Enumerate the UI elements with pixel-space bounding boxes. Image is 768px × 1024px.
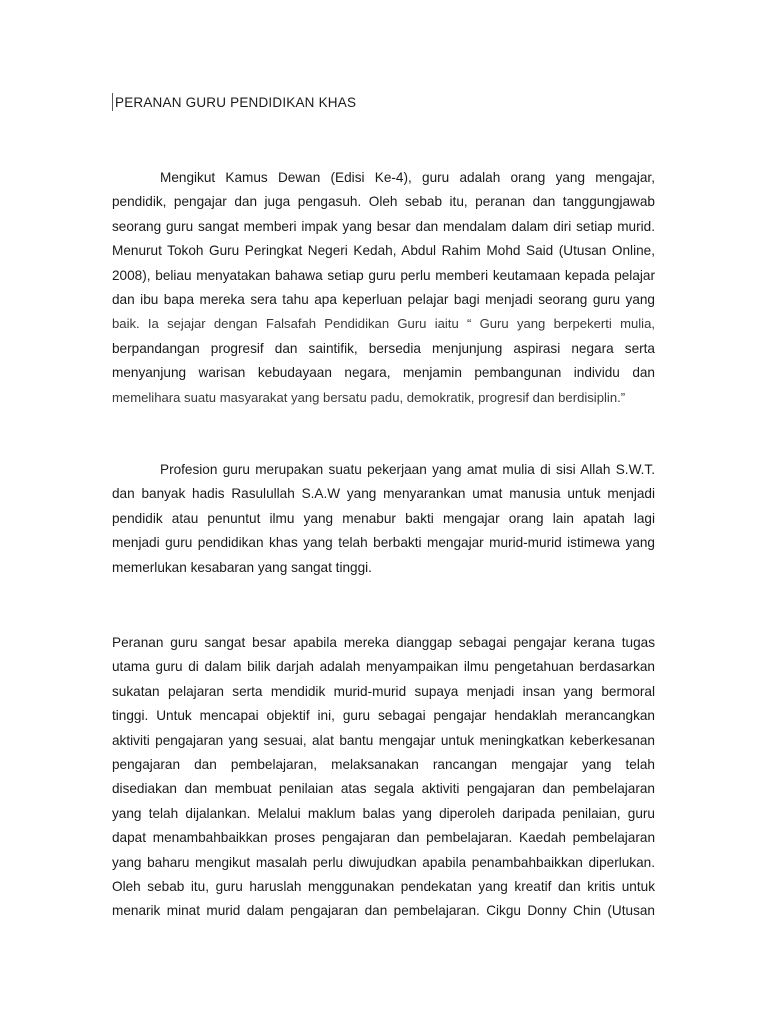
paragraph-line: 2008), beliau menyatakan bahawa setiap guru perlu memberi keutamaan kepada pelajar [112, 267, 655, 283]
paragraph-line: Profesion guru merupakan suatu pekerjaan yang amat mulia di sisi Allah S.W.T. [160, 462, 655, 477]
paragraph-line: yang baharu mengikut masalah perlu diwujudkan apabila penambahbaikkan diperlukan. [112, 854, 655, 870]
paragraph-line: tinggi. Untuk mencapai objektif ini, guru sebagai pengajar hendaklah merancangkan [112, 708, 655, 724]
paragraph-line: aktiviti pengajaran yang sesuai, alat bantu mengajar untuk meningkatkan keberkesanan [112, 732, 655, 748]
paragraph-line: dan banyak hadis Rasulullah S.A.W yang menyarankan umat manusia untuk menjadi [112, 486, 655, 502]
paragraph-teacher-role [112, 631, 655, 924]
paragraph-line: pengajaran dan pembelajaran, melaksanakan rancangan mengajar yang telah [112, 756, 655, 772]
paragraph-line: dapat menambahbaikkan proses pengajaran dan pembelajaran. Kaedah pembelajaran [112, 830, 655, 846]
paragraph-line: Mengikut Kamus Dewan (Edisi Ke-4), guru adalah orang yang mengajar, [160, 170, 655, 185]
paragraph-line: memerlukan kesabaran yang sangat tinggi. [112, 559, 372, 575]
paragraph-line: pendidik, pengajar dan juga pengasuh. Oleh sebab itu, peranan dan tanggungjawab [112, 194, 655, 210]
paragraph-line: pendidik atau penuntut ilmu yang menabur bakti mengajar orang lain apatah lagi [112, 510, 655, 526]
paragraph-line: yang telah dijalankan. Melalui maklum balas yang diperoleh daripada penilaian, guru [112, 805, 655, 821]
paragraph-line: menyanjung warisan kebudayaan negara, menjamin pembangunan individu dan [112, 365, 655, 381]
paragraph-line: berpandangan progresif dan saintifik, bersedia menjunjung aspirasi negara serta [112, 340, 655, 356]
paragraph-line: memelihara suatu masyarakat yang bersatu padu, demokratik, progresif dan berdisiplin.” [112, 389, 626, 405]
paragraph-line: baik. Ia sejajar dengan Falsafah Pendidikan Guru iaitu “ Guru yang berpekerti mulia, [112, 316, 655, 332]
paragraph-line: Oleh sebab itu, guru haruslah menggunakan pendekatan yang kreatif dan kritis untuk [112, 878, 655, 894]
title-row [112, 91, 356, 113]
paragraph-line: utama guru di dalam bilik darjah adalah menyampaikan ilmu pengetahuan berdasarkan [112, 659, 655, 675]
paragraph-line: seorang guru sangat memberi impak yang besar dan mendalam dalam diri setiap murid. [112, 218, 655, 234]
paragraph-line: sukatan pelajaran serta mendidik murid-murid supaya menjadi insan yang bermoral [112, 683, 655, 699]
paragraph-line: Peranan guru sangat besar apabila mereka dianggap sebagai pengajar kerana tugas [112, 635, 655, 650]
text-cursor [112, 93, 113, 111]
paragraph-line: menjadi guru pendidikan khas yang telah berbakti mengajar murid-murid istimewa yang [112, 535, 655, 551]
paragraph-definition [112, 166, 655, 410]
paragraph-line: dan ibu bapa mereka sera tahu apa keperluan pelajar bagi menjadi seorang guru yang [112, 291, 655, 307]
paragraph-line: disediakan dan membuat penilaian atas segala aktiviti pengajaran dan pembelajaran [112, 781, 655, 797]
paragraph-line: menarik minat murid dalam pengajaran dan pembelajaran. Cikgu Donny Chin (Utusan [112, 903, 655, 919]
paragraph-line: Menurut Tokoh Guru Peringkat Negeri Kedah, Abdul Rahim Mohd Said (Utusan Online, [112, 243, 655, 259]
document-title: PERANAN GURU PENDIDIKAN KHAS [115, 94, 357, 110]
paragraph-profession [112, 458, 655, 580]
